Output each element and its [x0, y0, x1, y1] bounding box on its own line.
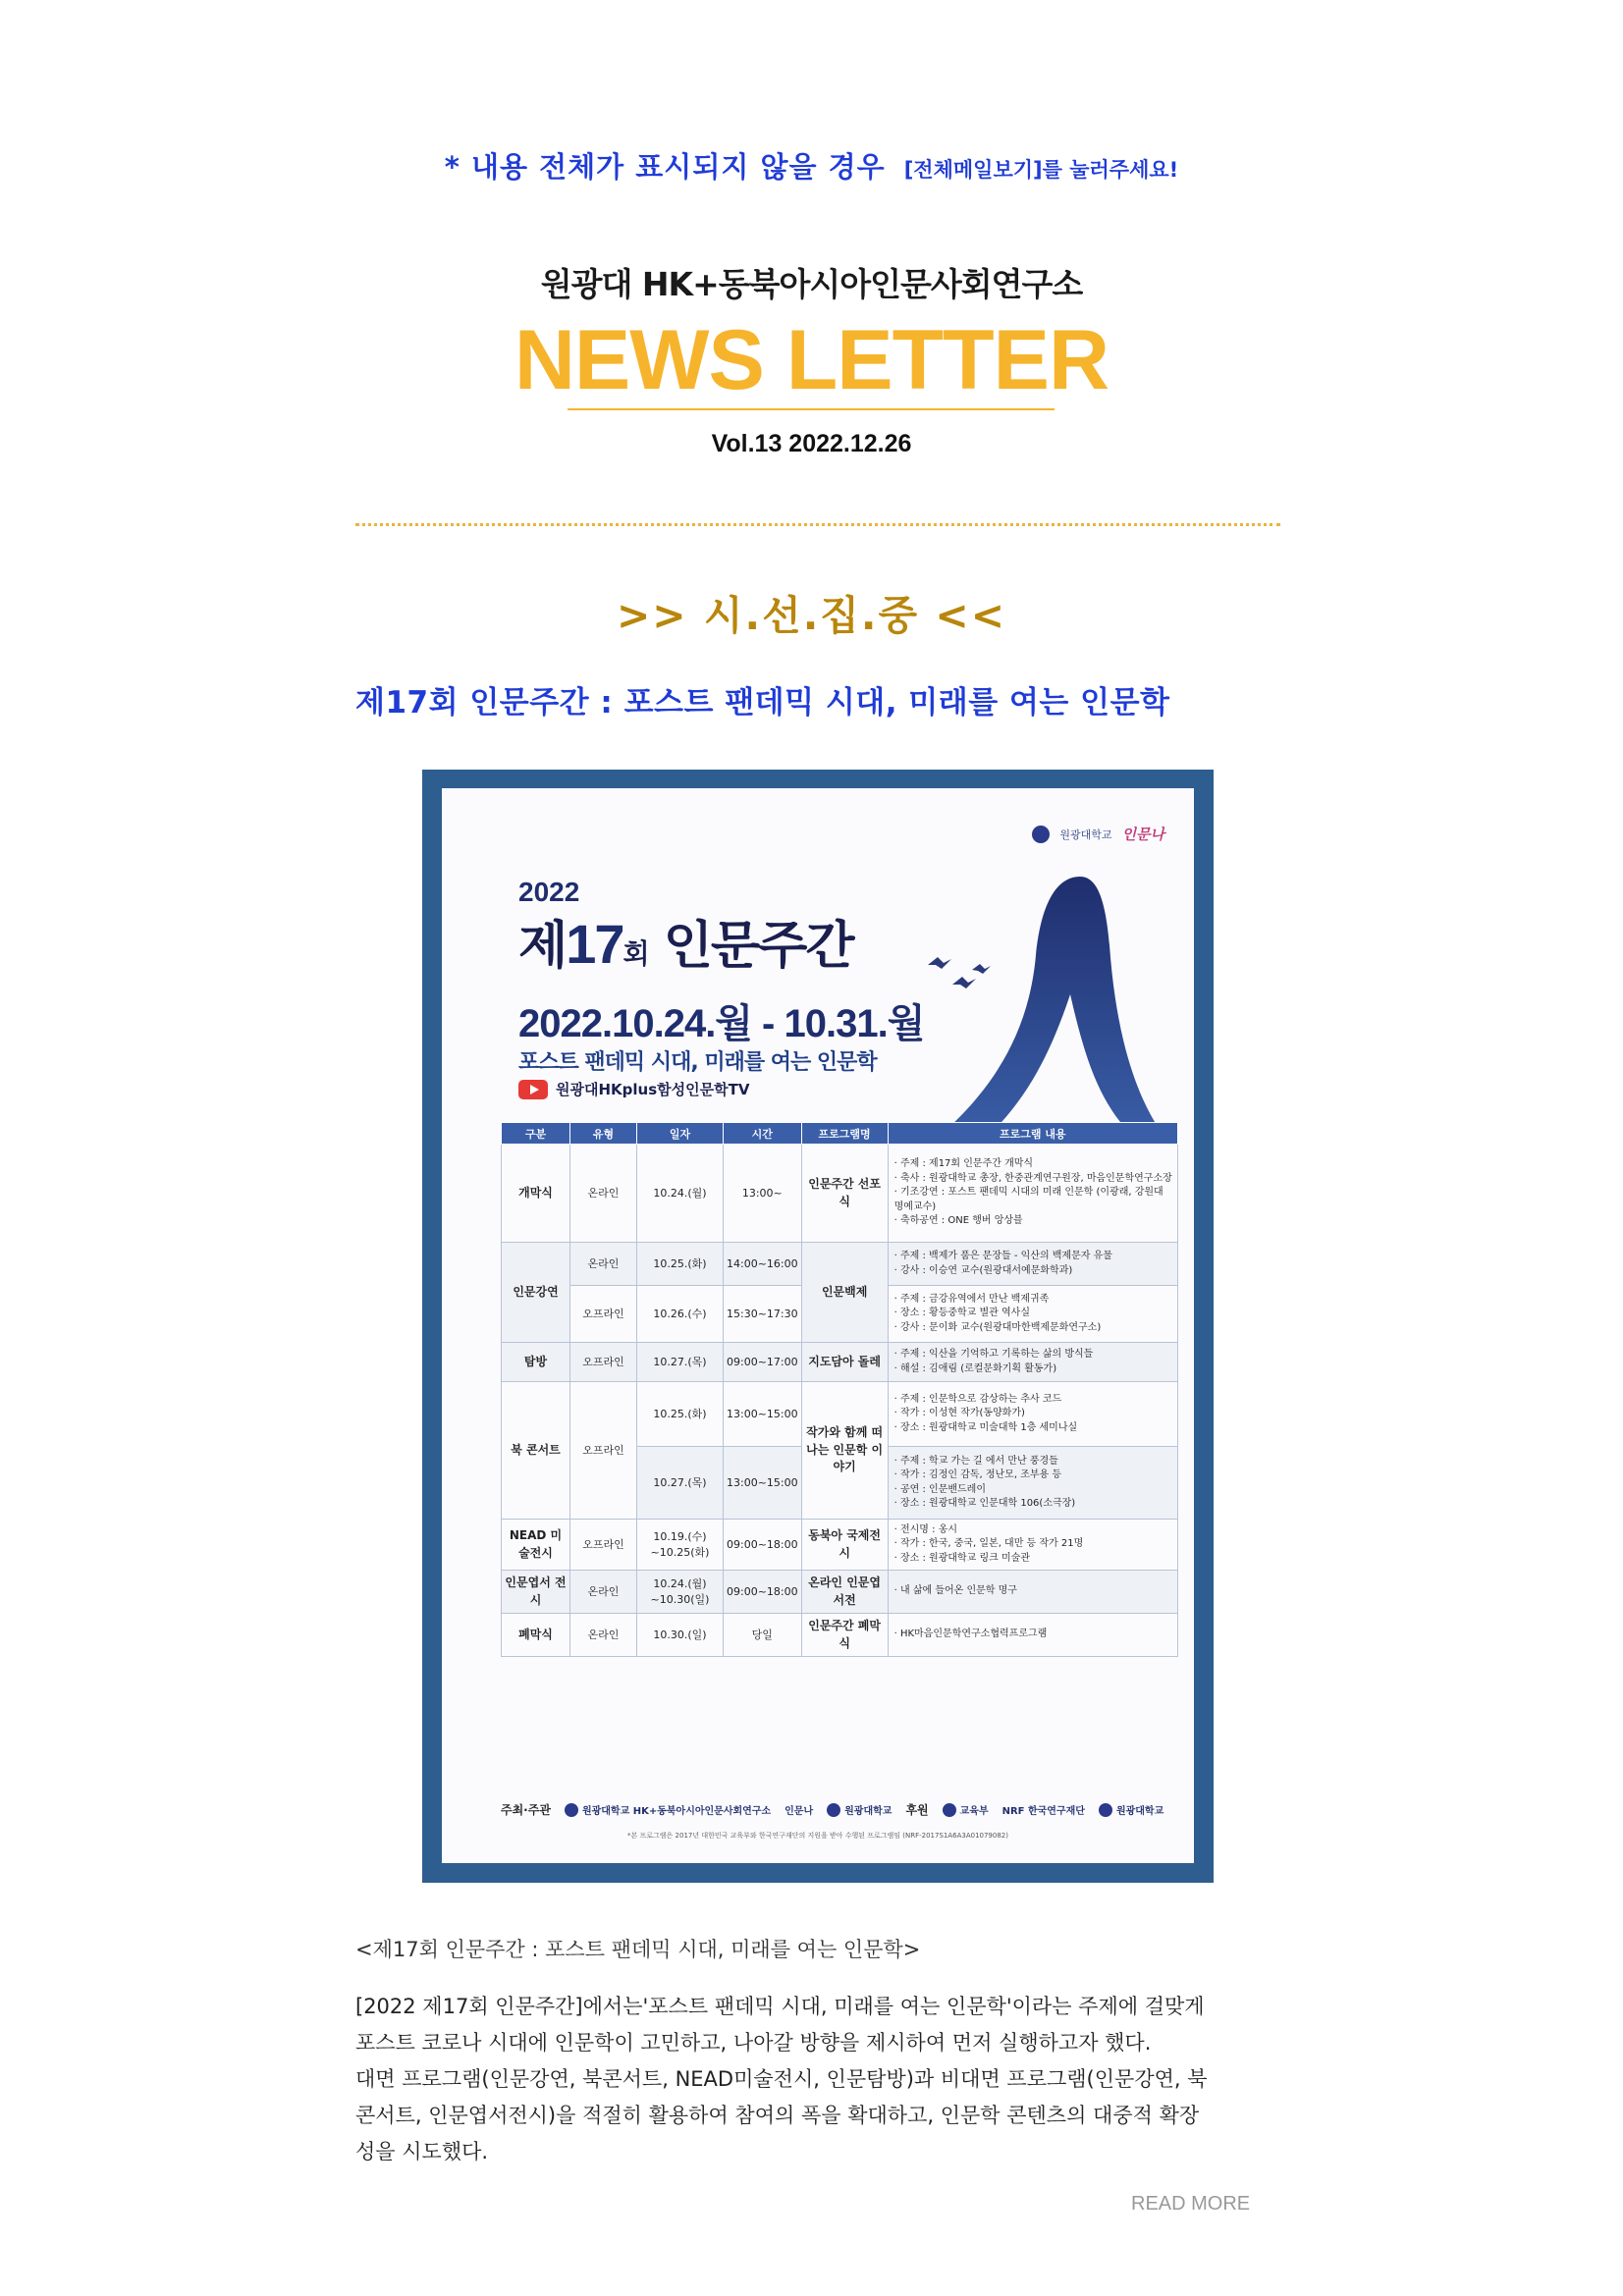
host-logo-icon	[827, 1803, 840, 1817]
sponsor-logo-3-text: 원광대학교	[1115, 1806, 1164, 1817]
sponsor-logo-1	[943, 1802, 989, 1817]
body-line: 포스트 코로나 시대에 인문학이 고민하고, 나아갈 방향을 제시하여 먼저 실행하고자 했다.	[355, 2031, 1152, 2055]
poster-inner	[442, 788, 1194, 1863]
institute-name: 원광대 HK+동북아시아인문사회연구소	[540, 265, 1083, 303]
cell-type: 오프라인	[570, 1343, 637, 1382]
poster-channel-name: 원광대HKplus함성인문학TV	[556, 1081, 750, 1098]
cell-category: 인문강연	[502, 1243, 570, 1343]
content-line: · 주제 : 익산을 기억하고 기록하는 삶의 방식들	[893, 1349, 1094, 1360]
poster-footer	[501, 1801, 1178, 1818]
content-line: · 장소 : 황등중학교 별관 역사실	[893, 1308, 1030, 1319]
sponsor-label: 후원	[905, 1803, 929, 1817]
content-line: · 해설 : 김애림 (로컬문화기획 활동가)	[893, 1362, 1057, 1374]
cell-category: NEAD 미술전시	[502, 1520, 570, 1571]
th-program: 프로그램명	[801, 1123, 888, 1145]
cell-content	[888, 1571, 1177, 1614]
section-title: >> 시.선.집.중 <<	[616, 592, 1007, 639]
content-line: · HK마음인문학연구소협력프로그램	[893, 1629, 1048, 1640]
event-poster	[422, 770, 1214, 1883]
content-line: · 장소 : 원광대학교 미술대학 1층 세미나실	[893, 1421, 1078, 1433]
program-table	[501, 1122, 1178, 1657]
cell-content	[888, 1382, 1177, 1447]
body-line: 콘서트, 인문엽서전시)을 적절히 활용하여 참여의 폭을 확대하고, 인문학 콘텐츠의 대중적 확장	[355, 2104, 1200, 2127]
cell-time: 13:00~	[724, 1145, 802, 1243]
cell-content	[888, 1145, 1177, 1243]
cell-program: 작가와 함께 떠나는 인문학 이야기	[801, 1382, 888, 1520]
cell-type: 오프라인	[570, 1286, 637, 1343]
cell-date: 10.27.(목)	[637, 1343, 724, 1382]
cell-program: 인문주간 폐막식	[801, 1614, 888, 1657]
poster-title-num: 17	[566, 913, 623, 975]
content-line: · 작가 : 김정인 감독, 정난모, 조부용 등	[893, 1469, 1062, 1480]
table-row	[502, 1343, 1178, 1382]
poster-title-main: 인문주간	[663, 917, 853, 976]
table-row	[502, 1145, 1178, 1243]
newsletter-title: NEWS LETTER	[514, 313, 1109, 407]
cell-category: 북 콘서트	[502, 1382, 570, 1520]
cell-type: 오프라인	[570, 1382, 637, 1520]
cell-time: 14:00~16:00	[724, 1243, 802, 1286]
cell-category: 개막식	[502, 1145, 570, 1243]
cell-program: 동북아 국제전시	[801, 1520, 888, 1571]
cell-time: 15:30~17:30	[724, 1286, 802, 1343]
cell-time: 09:00~18:00	[724, 1520, 802, 1571]
cell-content	[888, 1614, 1177, 1657]
university-logo-icon	[1032, 826, 1050, 843]
content-line: · 장소 : 원광대학교 인문대학 106(소극장)	[893, 1498, 1076, 1509]
article-body	[355, 1989, 1278, 2170]
cell-date: 10.27.(목)	[637, 1447, 724, 1520]
poster-dates: 2022.10.24.월 - 10.31.월	[518, 1002, 925, 1045]
content-line: · 주제 : 학교 가는 길 에서 만난 풍경들	[893, 1455, 1058, 1467]
read-more-link[interactable]: READ MORE	[1131, 2193, 1251, 2215]
host-logo-1-text: 원광대학교 HK+동북아시아인문사회연구소	[581, 1806, 772, 1817]
sponsor-logo-2-text: NRF 한국연구재단	[1001, 1806, 1085, 1817]
content-line: · 축하공연 : ONE 행버 앙상블	[893, 1215, 1023, 1227]
sponsor-logo-icon	[1099, 1803, 1112, 1817]
poster-title	[518, 904, 853, 978]
content-line: · 강사 : 이승연 교수(원광대서예문화학과)	[893, 1264, 1073, 1276]
cell-program: 지도담아 돌레	[801, 1343, 888, 1382]
th-category: 구분	[502, 1123, 570, 1145]
cell-time: 13:00~15:00	[724, 1447, 802, 1520]
notice-banner	[0, 145, 1623, 186]
table-row	[502, 1614, 1178, 1657]
program-table-header	[502, 1123, 1178, 1145]
poster-logo-text: 원광대학교	[1059, 828, 1112, 841]
content-line: · 전시명 : 옹시	[893, 1523, 958, 1535]
content-line: · 주제 : 제17회 인문주간 개막식	[893, 1158, 1034, 1170]
content-line: · 공연 : 인문밴드레이	[893, 1483, 986, 1495]
host-logo-2-text: 인문나	[784, 1806, 814, 1817]
cell-program: 인문백제	[801, 1243, 888, 1343]
notice-link[interactable]: [전체메일보기]를 눌러주세요!	[903, 158, 1179, 182]
cell-date: 10.25.(화)	[637, 1382, 724, 1447]
table-row	[502, 1571, 1178, 1614]
poster-caption: <제17회 인문주간 : 포스트 팬데믹 시대, 미래를 여는 인문학>	[355, 1938, 921, 1961]
sponsor-logo-1-text: 교육부	[959, 1806, 989, 1817]
cell-time: 09:00~18:00	[724, 1571, 802, 1614]
dotted-divider	[355, 523, 1280, 526]
cell-content	[888, 1520, 1177, 1571]
content-line: · 축사 : 원광대학교 총장, 한중관계연구원장, 마음인문학연구소장	[893, 1172, 1172, 1184]
content-line: · 장소 : 원광대학교 링크 미술관	[893, 1552, 1030, 1564]
cell-category: 폐막식	[502, 1614, 570, 1657]
cell-date: 10.30.(일)	[637, 1614, 724, 1657]
youtube-icon	[518, 1080, 548, 1099]
cell-time: 13:00~15:00	[724, 1382, 802, 1447]
sponsor-logo-icon	[943, 1803, 956, 1817]
cell-date: 10.24.(월) ~10.30(일)	[637, 1571, 724, 1614]
cell-date: 10.24.(월)	[637, 1145, 724, 1243]
body-line: 대면 프로그램(인문강연, 북콘서트, NEAD미술전시, 인문탐방)과 비대면 프로그램(인문강연, 북	[355, 2067, 1208, 2091]
cell-date: 10.26.(수)	[637, 1286, 724, 1343]
poster-logo-tag: 인문나	[1121, 826, 1164, 843]
host-logo-2	[784, 1802, 813, 1817]
cell-content	[888, 1343, 1177, 1382]
content-line: · 강사 : 문이화 교수(원광대마한백제문화연구소)	[893, 1321, 1102, 1333]
cell-program: 인문주간 선포식	[801, 1145, 888, 1243]
content-line: · 주제 : 백제가 품은 문장들 - 익산의 백제문자 유물	[893, 1251, 1112, 1261]
poster-channel	[518, 1079, 749, 1099]
poster-logos	[1032, 824, 1164, 844]
cell-type: 온라인	[570, 1614, 637, 1657]
poster-title-hoe: 회	[622, 937, 648, 970]
poster-note: *본 프로그램은 2017년 대한민국 교육부와 한국연구재단의 지원을 받아 수행된 프로그램임 (NRF-2017S1A6A3A01079082)	[627, 1832, 1008, 1840]
host-logo-icon	[565, 1803, 578, 1817]
cell-time: 09:00~17:00	[724, 1343, 802, 1382]
body-line: [2022 제17회 인문주간]에서는'포스트 팬데믹 시대, 미래를 여는 인문학'이라는 주제에 걸맞게	[355, 1995, 1205, 2018]
cell-date: 10.25.(화)	[637, 1243, 724, 1286]
cell-program: 온라인 인문엽서전	[801, 1571, 888, 1614]
notice-main: * 내용 전체가 표시되지 않을 경우	[444, 150, 886, 184]
program-rows	[502, 1145, 1178, 1657]
cell-category: 탐방	[502, 1343, 570, 1382]
content-line: · 기조강연 : 포스트 팬데믹 시대의 미래 인문학 (이광래, 강원대 명예교수)	[893, 1187, 1163, 1212]
cell-type: 오프라인	[570, 1520, 637, 1571]
table-row	[502, 1382, 1178, 1447]
host-label: 주최·주관	[501, 1803, 551, 1817]
poster-year: 2022	[518, 877, 580, 907]
table-row	[502, 1243, 1178, 1286]
content-line: · 내 삶에 들어온 인문학 명구	[893, 1585, 1017, 1597]
content-line: · 작가 : 이성현 작가(동양화가)	[893, 1408, 1025, 1419]
content-line: · 주제 : 인문학으로 감상하는 추사 코드	[893, 1393, 1062, 1405]
poster-title-pre: 제	[518, 917, 567, 976]
sponsor-logo-2	[1002, 1802, 1085, 1817]
cell-date: 10.19.(수) ~10.25(화)	[637, 1520, 724, 1571]
cell-type: 온라인	[570, 1145, 637, 1243]
cell-category: 인문엽서 전시	[502, 1571, 570, 1614]
host-logo-3	[827, 1802, 892, 1817]
content-line: · 주제 : 금강유역에서 만난 백제귀족	[893, 1293, 1050, 1305]
body-line: 성을 시도했다.	[355, 2140, 489, 2163]
sponsor-logo-3	[1099, 1802, 1163, 1817]
th-time: 시간	[724, 1123, 802, 1145]
th-type: 유형	[570, 1123, 637, 1145]
volume-date: Vol.13 2022.12.26	[711, 430, 912, 457]
cell-type: 온라인	[570, 1243, 637, 1286]
host-logo-3-text: 원광대학교	[844, 1806, 893, 1817]
content-line: · 작가 : 한국, 중국, 일본, 대만 등 작가 21명	[893, 1538, 1084, 1550]
cell-content	[888, 1286, 1177, 1343]
th-date: 일자	[637, 1123, 724, 1145]
cell-type: 온라인	[570, 1571, 637, 1614]
cell-content	[888, 1447, 1177, 1520]
cell-content	[888, 1243, 1177, 1286]
host-logo-1	[565, 1802, 771, 1817]
article-headline[interactable]: 제17회 인문주간 : 포스트 팬데믹 시대, 미래를 여는 인문학	[355, 685, 1170, 721]
th-content: 프로그램 내용	[888, 1123, 1177, 1145]
title-underline	[568, 408, 1055, 410]
cell-time: 당일	[724, 1614, 802, 1657]
poster-subtitle: 포스트 팬데믹 시대, 미래를 여는 인문학	[518, 1050, 877, 1075]
table-row	[502, 1520, 1178, 1571]
